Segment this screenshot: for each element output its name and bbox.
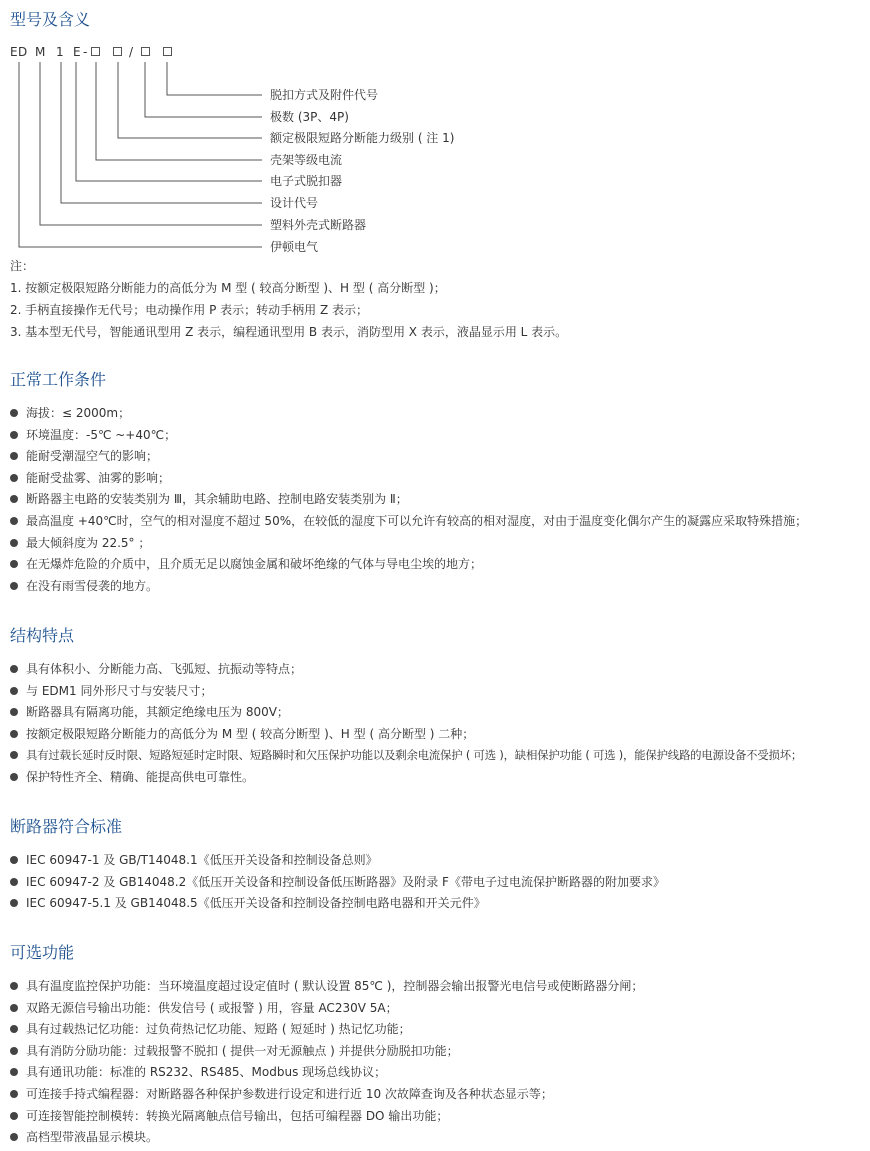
bullet-dot-icon: [10, 773, 18, 781]
note-3: 3. 基本型无代号，智能通讯型用 Z 表示，编程通讯型用 B 表示，消防型用 X 表示，液晶显示用 L 表示。: [10, 325, 568, 339]
conditions-list: [10, 405, 807, 599]
code-char-e2: E: [73, 45, 81, 59]
bullet-dot-icon: [10, 474, 18, 482]
code-char-d: D: [18, 45, 28, 59]
code-char-1: 1: [56, 45, 64, 59]
bullet-dot-icon: [10, 582, 18, 590]
list-item: 能耐受潮湿空气的影响；: [10, 448, 807, 470]
section-title-model: 型号及含义: [10, 10, 91, 29]
list-item: 能耐受盐雾、油雾的影响；: [10, 470, 807, 492]
list-item: 具有通讯功能：标准的 RS232、RS485、Modbus 现场总线协议；: [10, 1064, 643, 1086]
tree-label-eaton: 伊顿电气: [270, 240, 319, 254]
note-2: 2. 手柄直接操作无代号；电动操作用 P 表示；转动手柄用 Z 表示；: [10, 303, 368, 317]
bullet-dot-icon: [10, 517, 18, 525]
tree-line-6: [61, 62, 262, 203]
bullet-dot-icon: [10, 878, 18, 886]
bullet-dot-icon: [10, 1047, 18, 1055]
tree-label-mccb: 塑料外壳式断路器: [270, 218, 367, 232]
list-item: 最大倾斜度为 22.5° ；: [10, 535, 807, 557]
list-item: 在没有雨雪侵袭的地方。: [10, 578, 807, 600]
list-item: IEC 60947-1 及 GB/T14048.1《低压开关设备和控制设备总则》: [10, 852, 665, 874]
tree-line-5: [76, 62, 262, 181]
list-item: 可连接智能控制模转：转换光隔离触点信号输出，包括可编程器 DO 输出功能；: [10, 1108, 643, 1130]
bullet-dot-icon: [10, 665, 18, 673]
list-item: 具有消防分励功能：过载报警不脱扣 ( 提供一对无源触点 ) 并提供分励脱扣功能；: [10, 1043, 643, 1065]
tree-line-3: [118, 62, 262, 138]
code-char-m: M: [35, 45, 46, 59]
bullet-dot-icon: [10, 708, 18, 716]
bullet-dot-icon: [10, 751, 18, 759]
tree-line-4: [96, 62, 262, 160]
list-item: 具有过载长延时反时限、短路短延时定时限、短路瞬时和欠压保护功能以及剩余电流保护 ( 可选 )，缺相保护功能 ( 可选 )，能保护线路的电源设备不受损坏；: [10, 747, 802, 769]
bullet-dot-icon: [10, 1112, 18, 1120]
note-title: 注：: [10, 259, 35, 273]
tree-label-design-code: 设计代号: [270, 196, 319, 210]
list-item: 双路无源信号输出功能：供发信号 ( 或报警 ) 用，容量 AC230V 5A；: [10, 1000, 643, 1022]
list-item: 断路器具有隔离功能，其额定绝缘电压为 800V；: [10, 704, 802, 726]
bullet-dot-icon: [10, 1004, 18, 1012]
list-item: IEC 60947-2 及 GB14048.2《低压开关设备和控制设备低压断路器》及附录 F《带电子过电流保护断路器的附加要求》: [10, 874, 665, 896]
optional-list: [10, 978, 643, 1151]
bullet-dot-icon: [10, 409, 18, 417]
list-item: 在无爆炸危险的介质中，且介质无足以腐蚀金属和破坏绝缘的气体与导电尘埃的地方；: [10, 556, 807, 578]
section-title-standards: 断路器符合标准: [10, 817, 123, 836]
bullet-dot-icon: [10, 1025, 18, 1033]
bullet-dot-icon: [10, 560, 18, 568]
code-char-e: E: [10, 45, 18, 59]
list-item: 可连接手持式编程器：对断路器各种保护参数进行设定和进行近 10 次故障查询及各种状态显示等；: [10, 1086, 643, 1108]
standards-list: [10, 852, 665, 917]
section-title-structure: 结构特点: [10, 626, 75, 645]
tree-label-frame-current: 壳架等级电流: [270, 153, 343, 167]
bullet-dot-icon: [10, 431, 18, 439]
bullet-dot-icon: [10, 495, 18, 503]
list-item: 按额定极限短路分断能力的高低分为 M 型 ( 较高分断型 )、H 型 ( 高分断型 ) 二种；: [10, 726, 802, 748]
tree-line-1: [167, 62, 262, 95]
bullet-dot-icon: [10, 1133, 18, 1141]
list-item: IEC 60947-5.1 及 GB14048.5《低压开关设备和控制设备控制电路电器和开关元件》: [10, 895, 665, 917]
tree-label-electronic-trip: 电子式脱扣器: [270, 174, 343, 188]
bullet-dot-icon: [10, 982, 18, 990]
note-1: 1. 按额定极限短路分断能力的高低分为 M 型 ( 较高分断型 )、H 型 ( 高分断型 )；: [10, 281, 446, 295]
bullet-dot-icon: [10, 730, 18, 738]
tree-label-trip-accessory: 脱扣方式及附件代号: [270, 88, 379, 102]
code-char-slash: /: [129, 45, 134, 59]
list-item: 具有过载热记忆功能：过负荷热记忆功能、短路 ( 短延时 ) 热记忆功能；: [10, 1021, 643, 1043]
list-item: 海拔：≤ 2000m；: [10, 405, 807, 427]
bullet-dot-icon: [10, 856, 18, 864]
list-item: 断路器主电路的安装类别为 Ⅲ，其余辅助电路、控制电路安装类别为 Ⅱ；: [10, 491, 807, 513]
list-item: 高档型带液晶显示模块。: [10, 1129, 643, 1151]
list-item: 具有温度监控保护功能：当环境温度超过设定值时 ( 默认设置 85℃ )，控制器会输出报警光电信号或使断路器分闸；: [10, 978, 643, 1000]
list-item: 最高温度 +40℃时，空气的相对湿度不超过 50%，在较低的湿度下可以允许有较高的相对湿度，对由于温度变化偶尔产生的凝露应采取特殊措施；: [10, 513, 807, 535]
bullet-dot-icon: [10, 539, 18, 547]
tree-line-8: [19, 62, 262, 247]
tree-line-7: [40, 62, 262, 225]
tree-label-poles: 极数 (3P、4P): [270, 110, 349, 124]
bullet-dot-icon: [10, 899, 18, 907]
code-char-dash: -: [83, 45, 88, 59]
bullet-dot-icon: [10, 1090, 18, 1098]
bullet-dot-icon: [10, 452, 18, 460]
list-item: 保护特性齐全、精确、能提高供电可靠性。: [10, 769, 802, 791]
bullet-dot-icon: [10, 1068, 18, 1076]
bullet-dot-icon: [10, 687, 18, 695]
list-item: 环境温度：-5℃ ~+40℃；: [10, 427, 807, 449]
section-title-optional: 可选功能: [10, 943, 75, 962]
tree-label-breaking-capacity: 额定极限短路分断能力级别 ( 注 1): [270, 131, 455, 145]
list-item: 具有体积小、分断能力高、飞弧短、抗振动等特点；: [10, 661, 802, 683]
tree-line-2: [145, 62, 262, 117]
structure-list: [10, 661, 802, 791]
section-title-conditions: 正常工作条件: [10, 370, 107, 389]
list-item: 与 EDM1 同外形尺寸与安装尺寸；: [10, 683, 802, 705]
